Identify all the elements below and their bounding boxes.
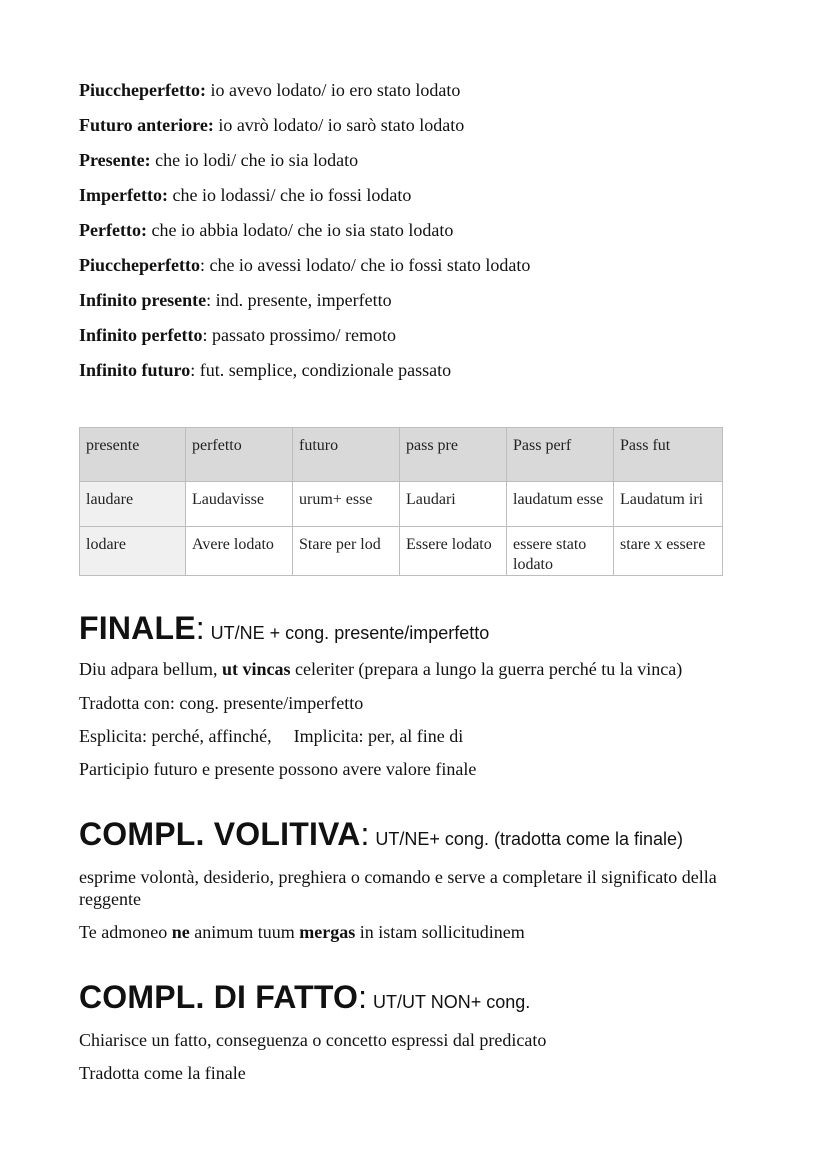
conj-label: Piuccheperfetto [79, 255, 200, 275]
table-header-cell: presente [80, 428, 186, 482]
table-header-row [80, 428, 723, 482]
conj-line-imperfetto [79, 184, 411, 206]
conj-label: Infinito futuro [79, 360, 191, 380]
table-header-cell: Pass fut [614, 428, 723, 482]
conj-text: : ind. presente, imperfetto [206, 290, 392, 310]
bold-word: ne [171, 922, 190, 942]
table-row [80, 527, 723, 576]
table-cell: Laudari [400, 482, 507, 527]
table-cell: lodare [80, 527, 186, 576]
finale-explicit-implicit [79, 725, 739, 747]
table-cell: urum+ esse [293, 482, 400, 527]
heading-colon: : [360, 816, 370, 852]
finale-title: FINALE [79, 610, 196, 646]
table-cell: laudare [80, 482, 186, 527]
conj-label: Futuro anteriore: [79, 115, 214, 135]
conj-label: Presente: [79, 150, 151, 170]
conj-line-infinito-perfetto [79, 324, 396, 346]
table-header-cell: pass pre [400, 428, 507, 482]
conj-label: Imperfetto: [79, 185, 168, 205]
table-cell: essere stato lodato [507, 527, 614, 576]
table-cell: Laudavisse [186, 482, 293, 527]
volitiva-example: Te admoneo ne animum tuum mergas in istam sollicitudinem [79, 922, 525, 942]
table-cell: Laudatum iri [614, 482, 723, 527]
table-cell: laudatum esse [507, 482, 614, 527]
conj-text: che io lodi/ che io sia lodato [150, 150, 359, 170]
table-cell: Essere lodato [400, 527, 507, 576]
conj-label: Infinito perfetto [79, 325, 203, 345]
volitiva-description: esprime volontà, desiderio, preghiera o comando e serve a completare il significato della reggente [79, 867, 717, 909]
conj-text: io avrò lodato/ io sarò stato lodato [213, 115, 465, 135]
conj-line-perfetto [79, 219, 453, 241]
conj-label: Infinito presente [79, 290, 207, 310]
conj-text: : fut. semplice, condizionale passato [190, 360, 452, 380]
conj-line-piuccheperfetto-ind [79, 79, 460, 101]
finale-heading [79, 610, 489, 647]
fatto-heading [79, 979, 530, 1016]
table-header-cell: futuro [293, 428, 400, 482]
table-header-cell: perfetto [186, 428, 293, 482]
conj-text: che io lodassi/ che io fossi lodato [167, 185, 412, 205]
bold-phrase: ut vincas [221, 659, 291, 679]
fatto-description: Chiarisce un fatto, conseguenza o concetto espressi dal predicato [79, 1030, 547, 1050]
conj-text: : che io avessi lodato/ che io fossi stato lodato [199, 255, 531, 275]
table-cell: Stare per lod [293, 527, 400, 576]
heading-colon: : [195, 610, 205, 646]
bold-word: mergas [299, 922, 356, 942]
table-header-cell: Pass perf [507, 428, 614, 482]
conj-line-infinito-futuro [79, 359, 451, 381]
fatto-title: COMPL. DI FATTO [79, 979, 359, 1015]
heading-colon: : [358, 979, 368, 1015]
conj-line-piuccheperfetto-cong [79, 254, 530, 276]
conj-line-infinito-presente [79, 289, 392, 311]
conj-text: : passato prossimo/ remoto [202, 325, 396, 345]
volitiva-subtitle: UT/NE+ cong. (tradotta come la finale) [375, 829, 684, 849]
conj-label: Piuccheperfetto: [79, 80, 206, 100]
volitiva-title: COMPL. VOLITIVA [79, 816, 361, 852]
conj-line-futuro-anteriore [79, 114, 464, 136]
explicit-text: Esplicita: perché, affinché, [79, 726, 272, 746]
conj-label: Perfetto: [79, 220, 147, 240]
conj-text: che io abbia lodato/ che io sia stato lodato [146, 220, 454, 240]
conj-text: io avevo lodato/ io ero stato lodato [205, 80, 461, 100]
finale-subtitle: UT/NE + cong. presente/imperfetto [210, 623, 490, 643]
fatto-translated: Tradotta come la finale [79, 1063, 246, 1083]
implicit-text: Implicita: per, al fine di [293, 726, 464, 746]
table-cell: stare x essere [614, 527, 723, 576]
fatto-subtitle: UT/UT NON+ cong. [373, 992, 531, 1012]
table-row [80, 482, 723, 527]
volitiva-heading [79, 816, 683, 853]
finale-participle: Participio futuro e presente possono avere valore finale [79, 759, 477, 779]
infinitive-table [79, 427, 723, 576]
conj-line-presente [79, 149, 358, 171]
table-cell: Avere lodato [186, 527, 293, 576]
finale-example: Diu adpara bellum, ut vincas celeriter (prepara a lungo la guerra perché tu la vinca) [79, 659, 683, 679]
finale-translated: Tradotta con: cong. presente/imperfetto [79, 693, 364, 713]
